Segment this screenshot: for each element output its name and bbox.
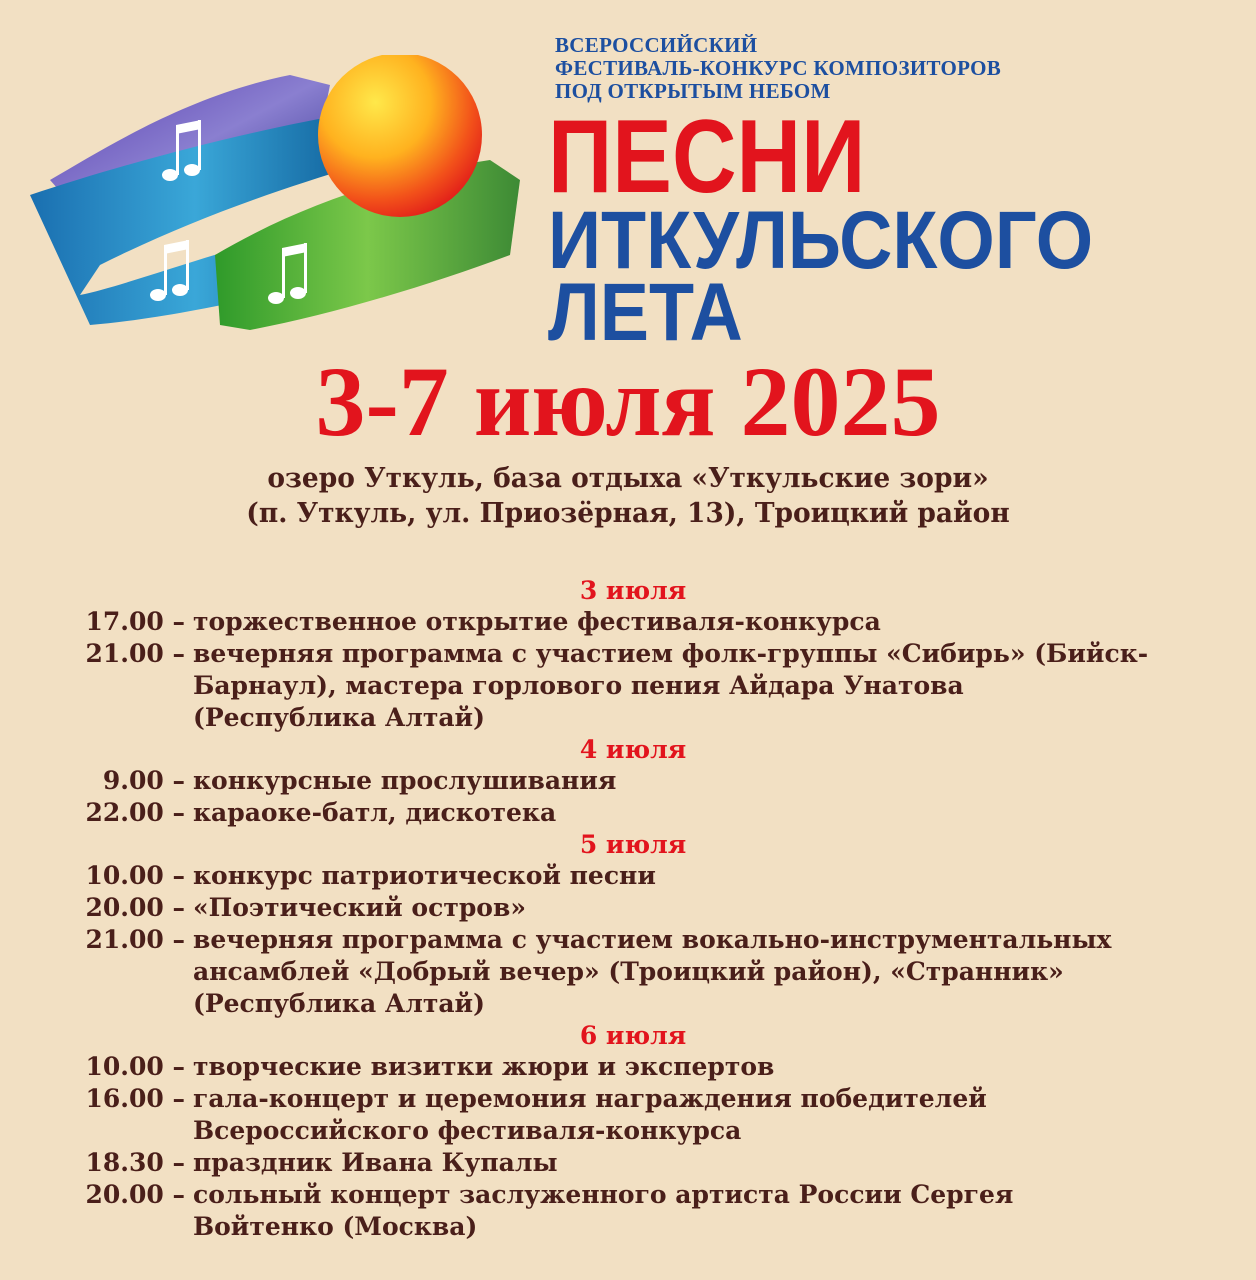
- schedule-row: [0, 1147, 1256, 1179]
- subtitle-line: ВСЕРОССИЙСКИЙ: [555, 33, 758, 57]
- schedule-row: [0, 1083, 1256, 1147]
- festival-subtitle: [555, 34, 1001, 103]
- festival-logo: [30, 55, 550, 355]
- festival-dates: 3-7 июля 2025: [315, 346, 941, 457]
- schedule-row: [0, 797, 1256, 829]
- venue-line-1: озеро Уткуль, база отдыха «Уткульские зори»: [267, 463, 989, 494]
- day-heading: 5 июля: [579, 830, 687, 859]
- event-time: 18.30 –: [85, 1148, 185, 1177]
- schedule-row: [0, 1179, 1256, 1243]
- title-line-1: ПЕСНИ: [548, 99, 866, 215]
- event-description: торжественное открытие фестиваля-конкурса: [193, 607, 881, 636]
- sun-circle: [318, 55, 482, 217]
- schedule-row: [0, 924, 1256, 1020]
- day-heading: 6 июля: [579, 1021, 687, 1050]
- schedule-row: [0, 606, 1256, 638]
- event-time: 21.00 –: [85, 925, 185, 954]
- schedule-row: [0, 638, 1256, 734]
- event-time: 21.00 –: [85, 639, 185, 668]
- event-description: вечерняя программа с участием вокально-инструментальных ансамблей «Добрый вечер» (Троицкий район), «Странник» (Республика Алтай): [193, 925, 1112, 1018]
- event-description: конкурсные прослушивания: [193, 766, 617, 795]
- event-time: 17.00 –: [85, 607, 185, 636]
- title-line-2: ИТКУЛЬСКОГО: [548, 195, 1094, 286]
- event-description: творческие визитки жюри и экспертов: [193, 1052, 775, 1081]
- event-time: 20.00 –: [85, 1180, 185, 1209]
- event-time: 9.00 –: [102, 766, 185, 795]
- subtitle-line: ПОД ОТКРЫТЫМ НЕБОМ: [555, 79, 831, 103]
- event-time: 20.00 –: [85, 893, 185, 922]
- schedule-row: [0, 765, 1256, 797]
- event-time: 10.00 –: [85, 1052, 185, 1081]
- venue-line-2: (п. Уткуль, ул. Приозёрная, 13), Троицкий район: [246, 498, 1010, 529]
- subtitle-line: ФЕСТИВАЛЬ-КОНКУРС КОМПОЗИТОРОВ: [555, 56, 1002, 80]
- event-description: сольный концерт заслуженного артиста России Сергея Войтенко (Москва): [193, 1180, 1014, 1241]
- title-line-3: ЛЕТА: [548, 267, 743, 358]
- schedule-row: [0, 860, 1256, 892]
- day-heading: 3 июля: [579, 576, 687, 605]
- schedule: [0, 575, 1256, 1243]
- schedule-row: [0, 1051, 1256, 1083]
- event-time: 16.00 –: [85, 1084, 185, 1113]
- event-description: праздник Ивана Купалы: [193, 1148, 558, 1177]
- event-description: «Поэтический остров»: [193, 893, 526, 922]
- event-description: вечерняя программа с участием фолк-группы «Сибирь» (Бийск-Барнаул), мастера горлового пения Айдара Унатова (Республика Алтай): [193, 639, 1149, 732]
- event-description: конкурс патриотической песни: [193, 861, 656, 890]
- schedule-row: [0, 892, 1256, 924]
- event-time: 10.00 –: [85, 861, 185, 890]
- event-description: караоке-батл, дискотека: [193, 798, 557, 827]
- event-time: 22.00 –: [85, 798, 185, 827]
- event-description: гала-концерт и церемония награждения победителей Всероссийского фестиваля-конкурса: [193, 1084, 987, 1145]
- day-heading: 4 июля: [579, 735, 687, 764]
